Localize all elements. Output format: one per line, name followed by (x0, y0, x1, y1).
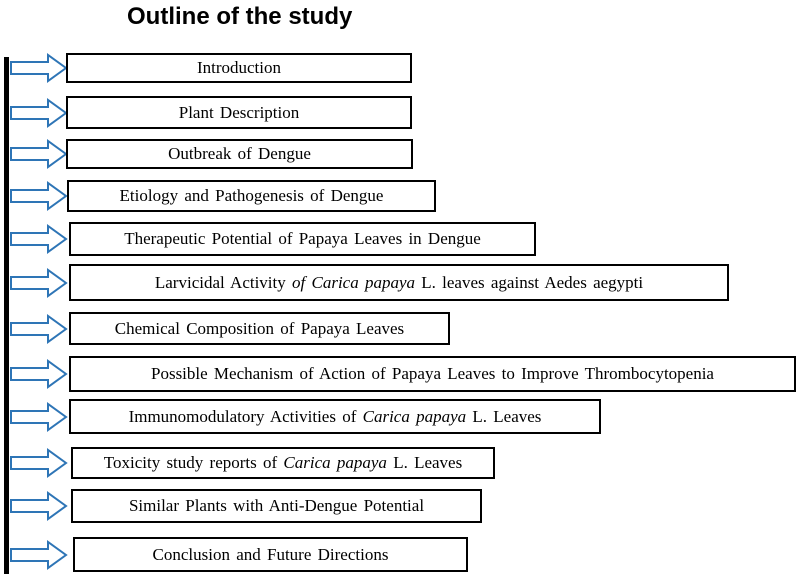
arrow-icon (10, 53, 68, 83)
outline-box (69, 222, 536, 256)
outline-box (71, 489, 482, 523)
arrow-icon (10, 314, 68, 344)
outline-box (71, 447, 495, 479)
italic-text: Carica papaya (362, 406, 467, 426)
outline-label (124, 229, 481, 249)
label-text: Conclusion and Future Directions (152, 544, 389, 564)
outline-label (179, 103, 300, 123)
outline-box (69, 356, 796, 392)
italic-text: Carica papaya (283, 453, 387, 472)
arrow-icon (10, 224, 68, 254)
outline-label (129, 407, 542, 427)
label-text: Immunomodulatory Activities of (128, 406, 363, 426)
outline-label (129, 496, 424, 516)
outline-box (66, 139, 413, 169)
outline-label (153, 545, 389, 565)
outline-label (155, 273, 643, 293)
label-text: Similar Plants with Anti-Dengue Potential (128, 496, 425, 515)
label-text: Therapeutic Potential of Papaya Leaves in Dengue (124, 229, 481, 248)
arrow-icon (10, 491, 68, 521)
outline-box (69, 399, 601, 434)
outline-box (69, 312, 450, 345)
diagram-title: Outline of the study (127, 3, 353, 30)
arrow-icon (10, 139, 68, 169)
outline-label (168, 144, 311, 164)
label-text: Etiology and Pathogenesis of Dengue (119, 186, 384, 205)
arrow-icon (10, 268, 68, 298)
outline-box (66, 53, 412, 83)
arrow-icon (10, 181, 68, 211)
label-text: Toxicity study reports of (103, 453, 284, 472)
label-text: L. leaves against Aedes aegypti (415, 272, 644, 292)
outline-label (104, 453, 462, 473)
label-text: Outbreak of Dengue (168, 144, 311, 163)
label-text: Chemical Composition of Papaya Leaves (114, 318, 405, 338)
arrow-icon (10, 402, 68, 432)
label-text: L. Leaves (466, 406, 542, 426)
arrow-icon (10, 98, 68, 128)
italic-text: of Carica papaya (292, 272, 416, 292)
outline-box (73, 537, 468, 572)
label-text: Larvicidal Activity (154, 272, 293, 292)
outline-box (69, 264, 729, 301)
label-text: Introduction (196, 58, 282, 77)
outline-label (151, 364, 714, 384)
outline-label (115, 319, 404, 339)
outline-box (67, 180, 436, 212)
label-text: Possible Mechanism of Action of Papaya Leaves to Improve Thrombocytopenia (151, 364, 714, 383)
arrow-icon (10, 359, 68, 389)
outline-label (197, 58, 281, 78)
label-text: L. Leaves (386, 453, 463, 472)
outline-box (66, 96, 412, 129)
arrow-icon (10, 448, 68, 478)
label-text: Plant Description (178, 102, 300, 122)
outline-label (120, 186, 384, 206)
timeline-spine (4, 57, 9, 574)
arrow-icon (10, 540, 68, 570)
